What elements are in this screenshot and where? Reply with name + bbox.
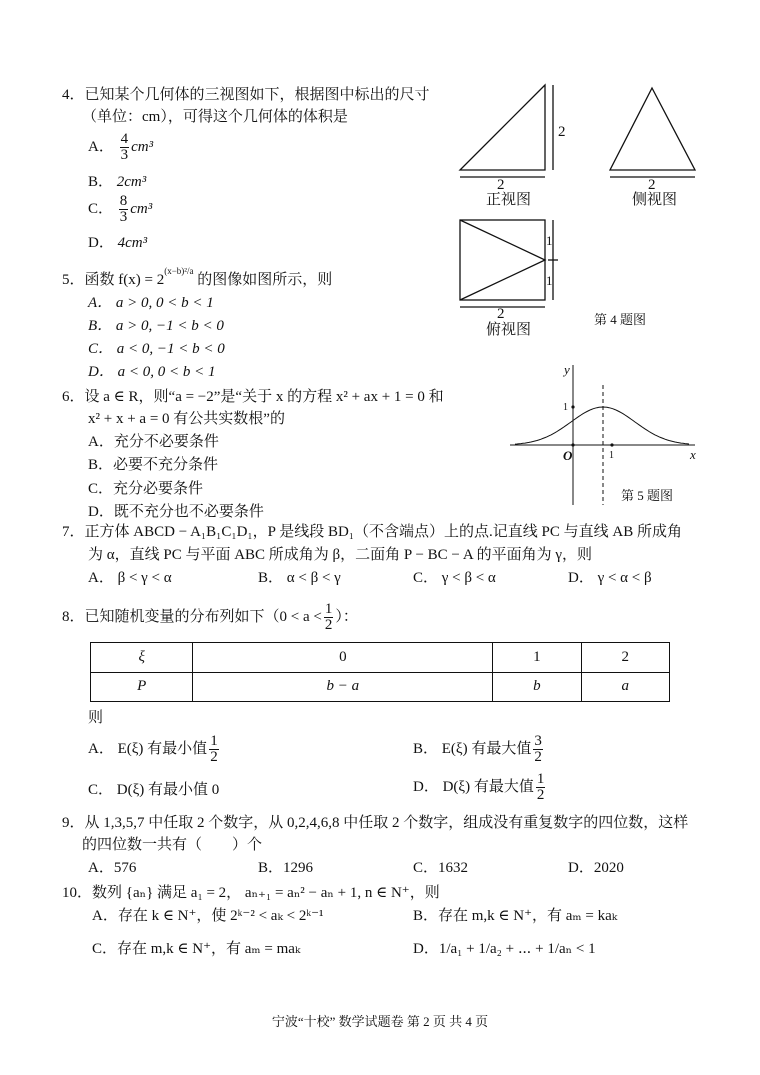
dim-label: 2	[497, 306, 505, 322]
side-view-label: 侧视图	[632, 192, 678, 208]
dim-label: 1	[546, 273, 553, 288]
q8-then: 则	[88, 710, 104, 726]
q9-option-d: D．2020	[568, 860, 624, 876]
top-view-label: 俯视图	[486, 322, 532, 338]
distribution-table	[90, 642, 670, 702]
q10-option-d: D．1/a₁ + 1/a₂ + ⋯ + 1/aₙ < 1	[413, 941, 596, 957]
q10-option-c: C．存在 m,k ∈ N⁺，有 aₘ = maₖ	[92, 941, 301, 957]
dim-label: 1	[546, 233, 553, 248]
q10-text: 数列 {aₙ} 满足 a₁ = 2， aₙ₊₁ = aₙ² − aₙ + 1, n ∈ N⁺，则	[92, 885, 440, 901]
q9-option-c: C．1632	[413, 860, 469, 876]
q7-text: 正方体 ABCD − A₁B₁C₁D₁，P 是线段 BD₁（不含端点）上的点.记直线 PC 与直线 AB 所成角	[84, 524, 682, 540]
q6-option-a: A．充分不必要条件	[88, 434, 219, 450]
q6-text: 设 a ∈ R，则“a = −2”是“关于 x 的方程 x² + ax + 1 = 0 和	[84, 389, 444, 405]
q8-option-a: A． E(ξ) 有最小值 $\frac{1}{2}$	[88, 733, 218, 765]
front-view-label: 正视图	[486, 192, 532, 208]
q8-option-d: D． D(ξ) 有最大值 $\frac{1}{2}$	[413, 771, 545, 803]
q7-text: 为 α，直线 PC 与平面 ABC 所成角为 β，二面角 P − BC − A 的平面角为 γ，则	[88, 547, 592, 563]
q9-text: 从 1,3,5,7 中任取 2 个数字，从 0,2,4,6,8 中任取 2 个数字，组成没有重复数字的四位数，这样	[84, 815, 689, 831]
dim-label: 2	[558, 124, 566, 140]
top-view-square	[460, 220, 545, 300]
q9-option-b: B．1296	[258, 860, 314, 876]
table-row: P b − a b a	[91, 672, 670, 702]
y-axis-label: y	[564, 362, 570, 377]
dim-label: 2	[648, 177, 656, 193]
q5-option-c: C． a < 0, −1 < b < 0	[88, 341, 225, 357]
q5-option-b: B． a > 0, −1 < b < 0	[88, 318, 224, 334]
q8-option-c: C． D(ξ) 有最小值 0	[88, 782, 220, 798]
q4-option-b: B． 2cm³	[88, 174, 147, 190]
q5-option-a: A． a > 0, 0 < b < 1	[88, 295, 214, 311]
front-view-triangle	[460, 85, 545, 170]
q9-option-a: A．576	[88, 860, 137, 876]
q10-option-a: A．存在 k ∈ N⁺，使 2ᵏ⁻² < aₖ < 2ᵏ⁻¹	[92, 908, 324, 924]
q4-option-c: C． $\frac{8}{3}$ cm³	[88, 193, 153, 225]
q5-text: 函数 f(x) = 2	[84, 272, 165, 288]
y-tick: 1	[563, 402, 568, 413]
origin-label: O	[563, 448, 573, 463]
q6-option-c: C．充分必要条件	[88, 481, 204, 497]
q4-option-a: A． $\frac{4}{3}$ cm³	[88, 131, 154, 163]
q4-option-d: D． 4cm³	[88, 235, 148, 251]
q10-option-b: B．存在 m,k ∈ N⁺，有 aₘ = kaₖ	[413, 908, 618, 924]
exam-page: 2 2 正视图 2 侧视图 1 1 2 俯视图 第 4 题图 y x 1 O 1 第 5 题图 4．已知某个几何体的三视图如下，根据图中标出的尺寸 （单位：cm），可得这个几何体的体积是 A． $\frac{4}{3}$ cm³ B． 2cm³ C． $\frac{8}{3}$ cm³ D． 4cm³ 5．函数 $f(x) = 2^{(x-b)^2/a}$ 的图像如图所示，则 A． a > 0, 0 < b < 1 B． a > 0, −1 < b < 0 C． a < 0, −1 < b < 0 D． a < 0, 0 < b < 1 6．设 a ∈ R，则“a = −2”是“关于 x 的方程 x² + ax + 1 = 0 和 x² + x + a = 0 有公共实数根”的 A．充分不必要条件 B．必要不充分条件 C．充分必要条件 D．既不充分也不必要条件 7．正方体 ABCD − A₁B₁C₁D₁，P 是线段 BD₁（不含端点）上的点.记直线 PC 与直线 AB 所成角 为 α，直线 PC 与平面 ABC 所成角为 β，二面角 P − BC − A 的平面角为 γ，则 A． β < γ < α B． α < β < γ C． γ < β < α D． γ < α < β 8．已知随机变量的分布列如下（0 < a < $\frac{1}{2}$ ）： ξ 0 1 2 P b − a b a 则 A． E(ξ) 有最小值 $\frac{1}{2}$ B． E(ξ) 有最大值 $\frac{3}{2}$ C． D(ξ) 有最小值 0 D． D(ξ) 有最大值 $\frac{1}{2}$ 9．从 1,3,5,7 中任取 2 个数字，从 0,2,4,6,8 中任取 2 个数字，组成没有重复数字的四位数，这样 的四位数一共有（ ）个 A．576 B．1296 C．1632 D．2020 10．数列 {aₙ} 满足 a₁ = 2， aₙ₊₁ = aₙ² − aₙ + 1, n ∈ N⁺，则 A．存在 k ∈ N⁺，使 2ᵏ⁻² < aₖ < 2ᵏ⁻¹ B．存在 m,k ∈ N⁺，有 aₘ = kaₖ C．存在 m,k ∈ N⁺，有 aₘ = maₖ D．1/a₁ + 1/a₂ + ⋯ + 1/aₙ < 1 宁波“十校” 数学试题卷 第 2 页 共 4 页	[0, 0, 760, 1075]
q4-text: 已知某个几何体的三视图如下，根据图中标出的尺寸	[84, 87, 430, 103]
x-tick: 1	[609, 450, 614, 461]
figure-caption: 第 4 题图	[594, 312, 647, 327]
q7-option-c: C． γ < β < α	[413, 570, 496, 586]
q6-option-d: D．既不充分也不必要条件	[88, 504, 264, 520]
page-footer: 宁波“十校” 数学试题卷 第 2 页 共 4 页	[271, 1014, 489, 1029]
side-view-triangle	[610, 88, 695, 170]
x-axis-label: x	[690, 447, 696, 462]
q7-option-a: A． β < γ < α	[88, 570, 172, 586]
q6-option-b: B．必要不充分条件	[88, 457, 219, 473]
curve	[515, 407, 689, 444]
table-row: ξ 0 1 2	[91, 643, 670, 673]
dim-label: 2	[497, 177, 505, 193]
q5-option-d: D． a < 0, 0 < b < 1	[88, 364, 216, 380]
q4-text: （单位：cm），可得这个几何体的体积是	[82, 109, 348, 125]
top-view-lines	[460, 220, 545, 300]
figure-caption: 第 5 题图	[621, 488, 674, 503]
q8-option-b: B． E(ξ) 有最大值 $\frac{3}{2}$	[413, 733, 542, 765]
q7-option-d: D． γ < α < β	[568, 570, 652, 586]
function-graph	[510, 365, 695, 505]
q9-text: 的四位数一共有（ ）个	[82, 837, 263, 853]
q6-text: x² + x + a = 0 有公共实数根”的	[88, 411, 285, 427]
q4-number: 4．	[62, 87, 85, 103]
q7-option-b: B． α < β < γ	[258, 570, 341, 586]
q8-text: 已知随机变量的分布列如下（0 < a <	[84, 608, 322, 625]
